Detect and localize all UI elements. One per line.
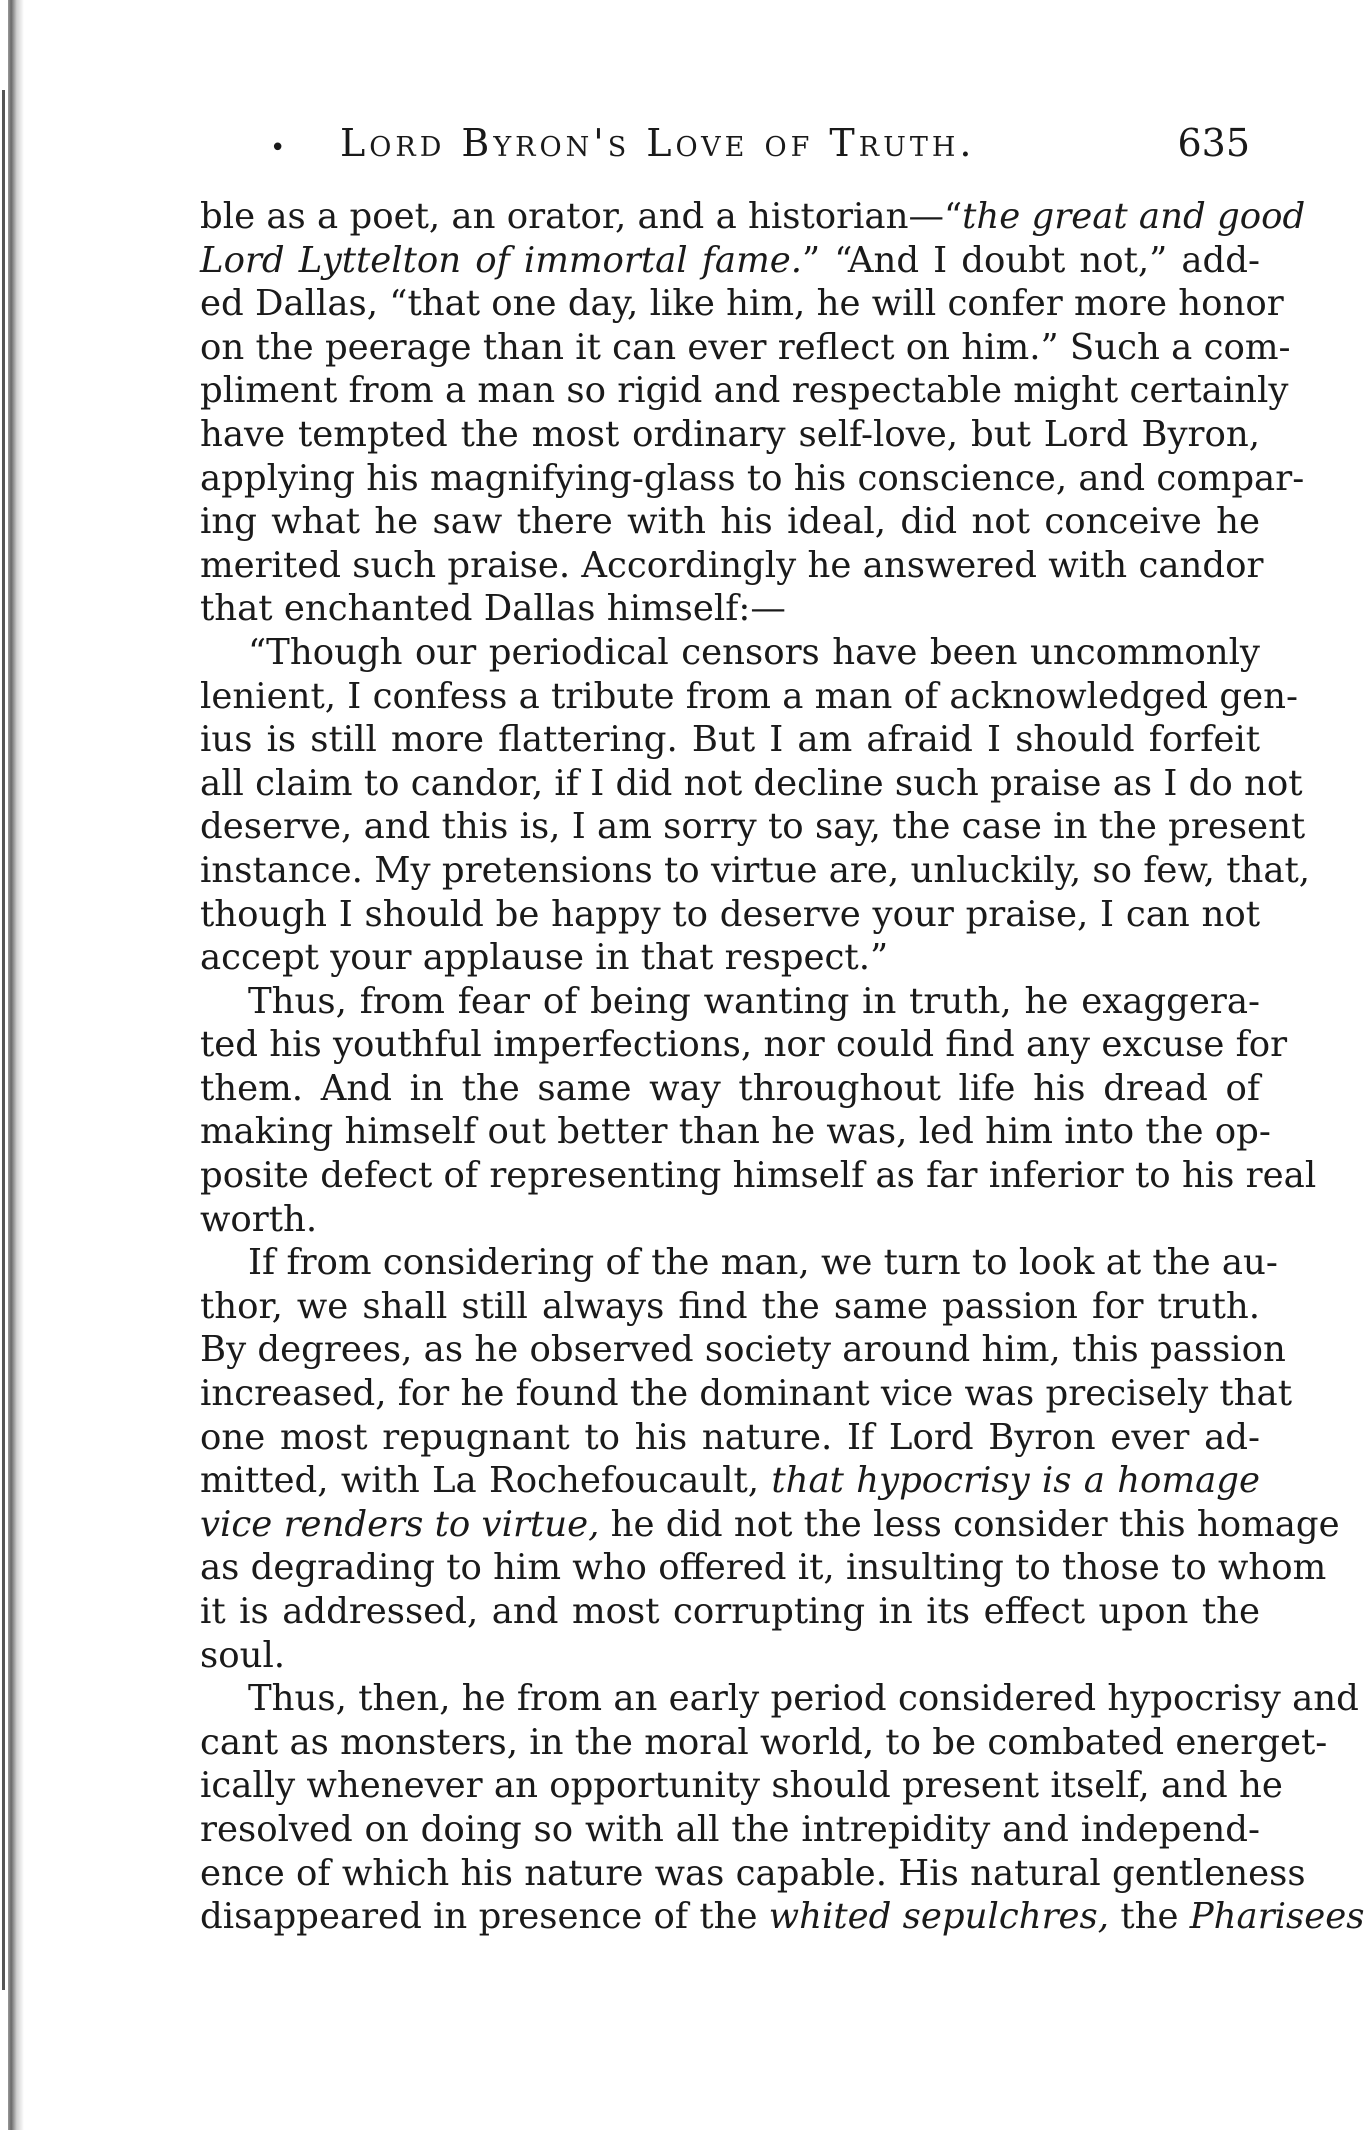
text-run: instance. My pretensions to virtue are, unluckily, so few, that, <box>200 849 1311 891</box>
text-line <box>200 1634 1260 1678</box>
text-run: worth. <box>200 1198 318 1240</box>
text-run: increased, for he found the dominant vice was precisely that <box>200 1373 1292 1415</box>
text-line <box>200 1023 1288 1067</box>
text-line <box>200 805 1306 849</box>
text-run: accept your applause in that respect.” <box>200 937 889 979</box>
text-run: ius is still more flattering. But I am afraid I should forfeit <box>200 719 1260 761</box>
text-run: one most repugnant to his nature. If Lord Byron ever ad- <box>200 1416 1260 1458</box>
text-run: mitted, with La Rochefoucault, <box>200 1460 772 1502</box>
text-run: applying his magnifying-glass to his conscience, and compar- <box>200 457 1305 499</box>
text-run: them. And in the same way throughout life his dread of <box>200 1067 1260 1109</box>
text-line <box>200 1764 1283 1808</box>
text-line <box>200 936 1260 980</box>
text-line <box>200 1546 1327 1590</box>
text-line <box>200 762 1303 806</box>
text-line <box>200 631 1260 675</box>
text-line <box>200 1590 1260 1634</box>
text-run: ence of which his nature was capable. His natural gentleness <box>200 1852 1306 1894</box>
text-run: resolved on doing so with all the intrepidity and independ- <box>200 1808 1260 1850</box>
text-run: By degrees, as he observed society around him, this passion <box>200 1329 1286 1371</box>
text-run: though I should be happy to deserve your praise, I can not <box>200 893 1260 935</box>
text-run: If from considering of the man, we turn to look at the au- <box>248 1242 1278 1284</box>
body-text <box>200 195 1364 1939</box>
italic-run: Lord Lyttelton of immortal fame. <box>200 239 803 281</box>
text-run: pliment from a man so rigid and respectable might certainly <box>200 370 1289 412</box>
text-run: “Though our periodical censors have been uncommonly <box>248 631 1260 673</box>
text-run: posite defect of representing himself as far inferior to his real <box>200 1155 1317 1197</box>
text-run: Thus, from fear of being wanting in truth, he exaggera- <box>248 980 1260 1022</box>
text-line <box>200 413 1260 457</box>
text-run: ” “And I doubt not,” add- <box>802 239 1260 281</box>
text-line <box>200 587 1260 631</box>
text-line <box>200 500 1260 544</box>
text-run: disappeared in presence of the <box>200 1896 769 1938</box>
text-run: lenient, I confess a tribute from a man of acknowledged gen- <box>200 675 1299 717</box>
text-run: on the peerage than it can ever reflect on him.” Such a com- <box>200 326 1291 368</box>
text-line <box>200 718 1260 762</box>
running-title: Lord Byron's Love of Truth. <box>340 121 976 165</box>
text-run: ed Dallas, “that one day, like him, he will confer more honor <box>200 283 1284 325</box>
text-line <box>200 1110 1271 1154</box>
text-line <box>200 1416 1260 1460</box>
text-run: have tempted the most ordinary self-love, but Lord Byron, <box>200 413 1260 455</box>
binding-edge <box>2 90 5 1990</box>
text-run: it is addressed, and most corrupting in its effect upon the <box>200 1591 1260 1632</box>
text-run: merited such praise. Accordingly he answered with candor <box>200 544 1264 586</box>
text-line <box>200 1285 1260 1329</box>
text-line <box>200 457 1305 501</box>
text-line <box>200 326 1291 370</box>
text-run: thor, we shall still always find the same passion for truth. <box>200 1285 1260 1327</box>
text-line <box>200 1852 1306 1896</box>
text-line <box>200 1067 1260 1111</box>
text-run: ted his youthful imperfections, nor could find any excuse for <box>200 1024 1288 1066</box>
italic-run: Pharisees <box>1189 1896 1364 1938</box>
text-line <box>200 195 1306 239</box>
italic-run: the great and good <box>962 196 1306 237</box>
text-line <box>200 544 1264 588</box>
text-line <box>200 1808 1260 1852</box>
italic-run: vice renders to virtue, <box>200 1503 600 1545</box>
text-run: that enchanted Dallas himself:— <box>200 588 786 630</box>
text-run: Thus, then, he from an early period considered hypocrisy and <box>248 1678 1359 1720</box>
text-line <box>200 282 1284 326</box>
text-line <box>200 1372 1292 1416</box>
text-run: soul. <box>200 1634 286 1676</box>
text-line <box>200 1328 1286 1372</box>
text-run: all claim to candor, if I did not decline such praise as I do not <box>200 762 1303 804</box>
book-binding-shadow <box>8 0 24 2130</box>
italic-run: whited sepulchres, <box>768 1896 1110 1938</box>
text-run: making himself out better than he was, led him into the op- <box>200 1111 1271 1153</box>
text-line <box>200 1677 1359 1721</box>
text-run: ble as a poet, an orator, and a historian—“ <box>200 196 963 237</box>
text-run: as degrading to him who offered it, insulting to those to whom <box>200 1547 1327 1589</box>
text-run: deserve, and this is, I am sorry to say, the case in the present <box>200 806 1306 848</box>
text-line <box>200 1241 1278 1285</box>
text-run: ically whenever an opportunity should present itself, and he <box>200 1765 1283 1807</box>
text-run: he did not the less consider this homage <box>599 1503 1340 1545</box>
text-run: cant as monsters, in the moral world, to be combated energet- <box>200 1721 1328 1763</box>
text-line <box>200 849 1311 893</box>
text-line <box>200 1503 1340 1547</box>
text-line <box>200 1154 1317 1198</box>
text-line <box>200 1198 1260 1242</box>
text-line <box>200 675 1299 719</box>
text-run: the <box>1109 1896 1190 1938</box>
text-run: ing what he saw there with his ideal, did not conceive he <box>200 501 1260 543</box>
text-line <box>200 1895 1364 1939</box>
text-line <box>200 980 1260 1024</box>
text-line <box>200 239 1260 283</box>
page-number: 635 <box>1177 121 1250 165</box>
text-line <box>200 893 1260 937</box>
text-line <box>200 369 1289 413</box>
head-ornament-dot: • <box>270 133 286 163</box>
running-head <box>190 115 1270 175</box>
text-line <box>200 1721 1328 1765</box>
text-line <box>200 1459 1260 1503</box>
italic-run: that hypocrisy is a homage <box>771 1460 1260 1502</box>
